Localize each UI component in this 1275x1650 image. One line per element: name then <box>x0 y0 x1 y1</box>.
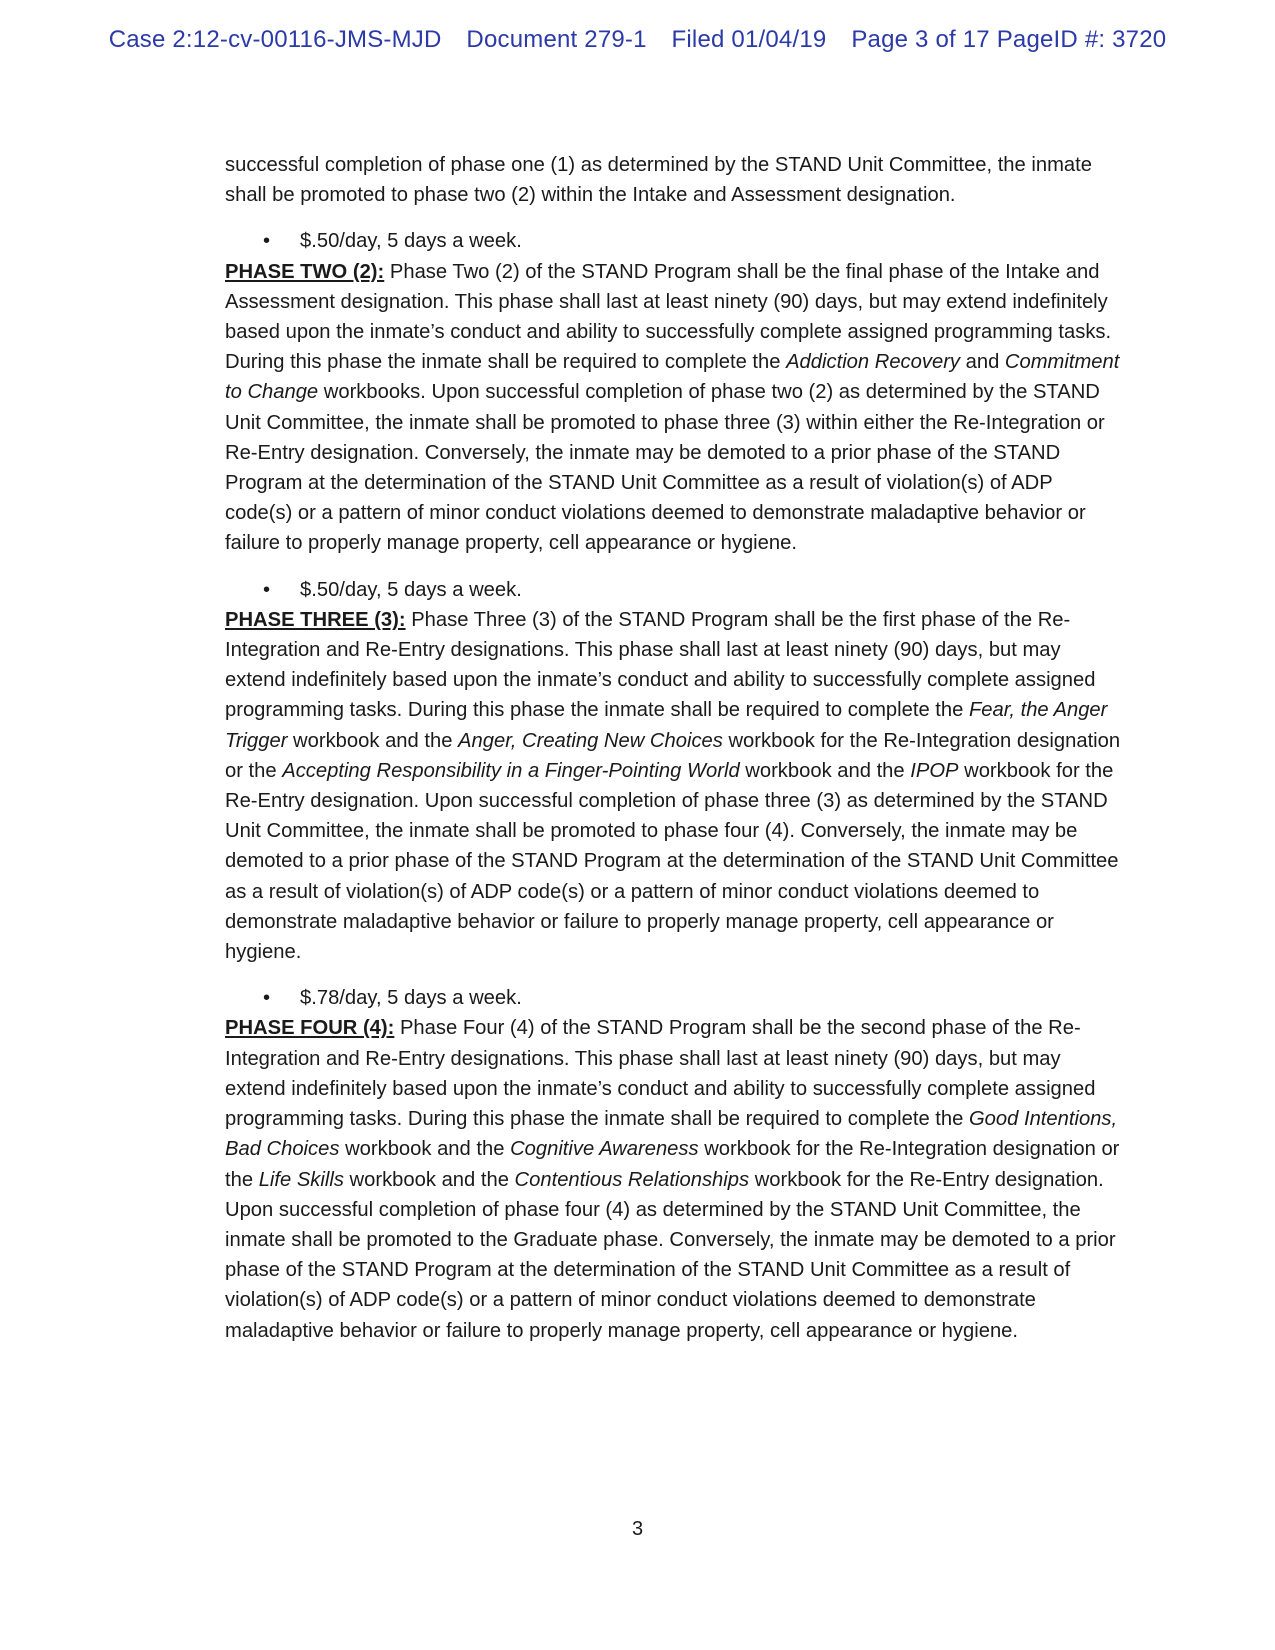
phase-three-heading: PHASE THREE (3): <box>225 608 406 631</box>
workbook-title: Addiction Recovery <box>786 351 961 374</box>
bullet-item <box>225 575 1125 605</box>
bullet-icon: • <box>263 230 271 253</box>
workbook-title: Anger, Creating New Choices <box>458 729 723 752</box>
workbook-title: Life Skills <box>258 1168 344 1191</box>
phase-two-text: and <box>960 351 1005 374</box>
phase-three-text: workbook and the <box>739 759 911 782</box>
bullet-text: $.50/day, 5 days a week. <box>300 578 522 601</box>
phase-four-text: workbook for the Re-Entry designation. Upon successful completion of phase four (4) as determined by the STAND Unit Committee, the inmate shall be promoted to the Graduate phase. Conversely, the inmate may be demoted to a prior phase of the STAND Program at the determination of the STAND Unit Committee as a result of violation(s) of ADP code(s) or a pattern of minor conduct violations deemed to demonstrate maladaptive behavior or failure to properly manage property, cell appearance or hygiene. <box>225 1168 1116 1342</box>
phase-four-text: Phase Four (4) of the STAND Program shall be the second phase of the Re-Integration and Re-Entry designations. This phase shall last at least ninety (90) days, but may extend indefinitely based upon the inmate’s conduct and ability to successfully complete assigned programming tasks. During this phase the inmate shall be required to complete the <box>225 1017 1096 1131</box>
phase-three-text: Phase Three (3) of the STAND Program shall be the first phase of the Re-Integration and Re-Entry designations. This phase shall last at least ninety (90) days, but may extend indefinitely based upon the inmate’s conduct and ability to successfully complete assigned programming tasks. During this phase the inmate shall be required to complete the <box>225 608 1096 722</box>
phase-four-heading: PHASE FOUR (4): <box>225 1017 395 1040</box>
workbook-title: Contentious Relationships <box>514 1168 750 1191</box>
phase-four-text: workbook and the <box>339 1138 511 1161</box>
phase-three-paragraph <box>225 605 1125 967</box>
bullet-item <box>225 226 1125 256</box>
phase-three-text: workbook and the <box>287 729 459 752</box>
bullet-icon: • <box>263 578 271 601</box>
bullet-icon: • <box>263 987 271 1010</box>
phase-four-text: workbook for the Re-Integration designation or the <box>225 1138 1120 1191</box>
phase-four-text: workbook and the <box>343 1168 515 1191</box>
phase-two-heading: PHASE TWO (2): <box>225 260 385 283</box>
bullet-item <box>225 983 1125 1013</box>
workbook-title: Commitment to Change <box>225 351 1120 404</box>
court-filing-header <box>0 26 1275 54</box>
phase-two-text: workbooks. Upon successful completion of phase two (2) as determined by the STAND Unit Committee, the inmate shall be promoted to phase three (3) within either the Re-Integration or Re-Entry designation. Conversely, the inmate may be demoted to a prior phase of the STAND Program at the determination of the STAND Unit Committee as a result of violation(s) of ADP code(s) or a pattern of minor conduct violations deemed to demonstrate maladaptive behavior or failure to properly manage property, cell appearance or hygiene. <box>225 381 1105 555</box>
filed-date: Filed 01/04/19 <box>671 26 827 53</box>
document-number: Document 279-1 <box>466 26 647 53</box>
phase-three-text: workbook for the Re-Integration designation or the <box>225 729 1121 782</box>
phase-three-text: workbook for the Re-Entry designation. Upon successful completion of phase three (3) as determined by the STAND Unit Committee, the inmate shall be promoted to phase four (4). Conversely, the inmate may be demoted to a prior phase of the STAND Program at the determination of the STAND Unit Committee as a result of violation(s) of ADP code(s) or a pattern of minor conduct violations deemed to demonstrate maladaptive behavior or failure to properly manage property, cell appearance or hygiene. <box>225 759 1119 964</box>
page-number: 3 <box>631 1518 644 1540</box>
workbook-title: IPOP <box>910 759 959 782</box>
case-number: Case 2:12-cv-00116-JMS-MJD <box>108 26 442 53</box>
page-id: Page 3 of 17 PageID #: 3720 <box>851 26 1167 53</box>
phase-two-paragraph <box>225 257 1125 559</box>
workbook-title: Accepting Responsibility in a Finger-Pointing World <box>282 759 740 782</box>
bullet-text: $.78/day, 5 days a week. <box>300 987 522 1010</box>
phase-four-paragraph <box>225 1013 1125 1345</box>
workbook-title: Good Intentions, Bad Choices <box>225 1108 1118 1161</box>
phase-two-text: Phase Two (2) of the STAND Program shall be the final phase of the Intake and Assessment designation. This phase shall last at least ninety (90) days, but may extend indefinitely based upon the inmate’s conduct and ability to successfully complete assigned programming tasks. During this phase the inmate shall be required to complete the <box>225 260 1112 374</box>
bullet-text: $.50/day, 5 days a week. <box>300 230 522 253</box>
workbook-title: Fear, the Anger Trigger <box>225 699 1108 752</box>
workbook-title: Cognitive Awareness <box>510 1138 699 1161</box>
intro-paragraph: successful completion of phase one (1) as determined by the STAND Unit Committee, the inmate shall be promoted to phase two (2) within the Intake and Assessment designation. <box>225 154 1092 207</box>
document-body <box>225 150 1125 1346</box>
